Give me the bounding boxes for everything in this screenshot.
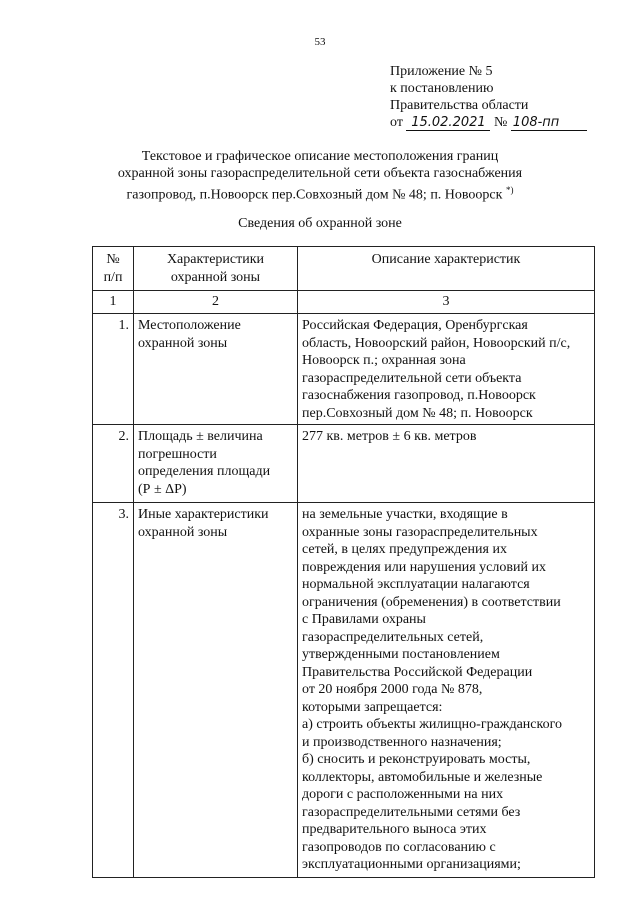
row-characteristic (134, 425, 298, 503)
appendix-line-3: Правительства области (390, 98, 529, 113)
description-line: газораспределительной сети объекта (302, 370, 522, 386)
description-line: коллекторы, автомобильные и железные (302, 769, 543, 785)
handwritten-number: 108-пп (511, 116, 587, 131)
header-characteristic-line-2: охранной зоны (170, 269, 261, 285)
description-line: от 20 ноября 2000 года № 878, (302, 682, 483, 697)
appendix-header (390, 63, 587, 131)
appendix-line-2: к постановлению (390, 81, 494, 96)
table-row (93, 314, 595, 425)
description-line: повреждения или нарушения условий их (302, 559, 546, 575)
index-cell: 2 (134, 291, 298, 314)
characteristic-line: Площадь ± величина (138, 429, 263, 444)
footnote-mark: *) (505, 185, 514, 195)
characteristic-line: Местоположение (138, 318, 241, 333)
characteristic-line: погрешности (138, 446, 217, 462)
header-characteristic (134, 247, 298, 291)
description-line: и производственного назначения; (302, 734, 502, 750)
header-number (93, 247, 134, 291)
title-line-3-text: газопровод, п.Новоорск пер.Совхозный дом № 48; п. Новоорск (126, 187, 503, 203)
table-body (93, 314, 595, 878)
row-number: 2. (93, 425, 134, 503)
section-subtitle: Сведения об охранной зоне (238, 216, 402, 231)
description-line: ограничения (обременения) в соответствии (302, 594, 561, 610)
header-number-line-2: п/п (103, 269, 123, 285)
header-number-line-1: № (106, 252, 120, 267)
characteristic-line: охранной зоны (138, 335, 228, 351)
title-line-1: Текстовое и графическое описание местоположения границ (141, 149, 499, 164)
row-description (298, 425, 595, 503)
characteristic-line: определения площади (138, 464, 271, 479)
description-line: а) строить объекты жилищно-гражданского (302, 717, 562, 732)
table-index-row (93, 291, 595, 314)
description-line: нормальной эксплуатации налагаются (302, 577, 530, 592)
description-line: 277 кв. метров ± 6 кв. метров (302, 429, 477, 444)
header-description: Описание характеристик (298, 247, 595, 291)
description-line: пер.Совхозный дом № 48; п. Новоорск (302, 405, 533, 421)
description-line: газопроводов по согласованию с (302, 839, 496, 855)
description-line: Новоорск п.; охранная зона (302, 353, 466, 368)
description-line: Правительства Российской Федерации (302, 664, 533, 680)
row-number: 1. (93, 314, 134, 425)
description-line: которыми запрещается: (302, 699, 443, 715)
description-line: газораспределительными сетями без (302, 804, 521, 820)
number-label: № (493, 115, 508, 130)
header-characteristic-line-1: Характеристики (166, 252, 265, 267)
row-description (298, 503, 595, 878)
table-row (93, 425, 595, 503)
description-line: с Правилами охраны (302, 612, 426, 627)
description-line: область, Новоорский район, Новоорский п/с, (302, 335, 571, 351)
handwritten-date: 15.02.2021 (406, 116, 490, 131)
table-row (93, 503, 595, 878)
title-line-2: охранной зоны газораспределительной сети объекта газоснабжения (117, 166, 523, 181)
row-characteristic (134, 314, 298, 425)
description-line: эксплуатационными организациями; (302, 857, 521, 872)
appendix-line-1: Приложение № 5 (390, 64, 493, 79)
description-line: Российская Федерация, Оренбургская (302, 318, 528, 333)
row-description (298, 314, 595, 425)
description-line: дороги с расположенными на них (302, 787, 504, 802)
description-line: на земельные участки, входящие в (302, 507, 508, 522)
page-number: 53 (314, 36, 326, 48)
description-line: охранные зоны газораспределительных (302, 524, 538, 540)
description-line: утвержденными постановлением (302, 647, 500, 662)
description-line: б) сносить и реконструировать мосты, (302, 752, 531, 767)
description-line: газоснабжения газопровод, п.Новоорск (302, 388, 536, 403)
description-line: предварительного выноса этих (302, 822, 487, 837)
description-line: газораспределительных сетей, (302, 629, 484, 645)
index-cell: 3 (298, 291, 595, 314)
row-characteristic (134, 503, 298, 878)
characteristic-line: (Р ± ΔР) (138, 481, 187, 497)
document-title (0, 148, 640, 204)
description-line: сетей, в целях предупреждения их (302, 542, 507, 557)
appendix-date-line (390, 114, 587, 131)
characteristic-line: охранной зоны (138, 524, 228, 540)
zone-info-table (92, 246, 595, 878)
ot-label: от (390, 115, 403, 130)
title-line-3 (0, 182, 640, 204)
characteristic-line: Иные характеристики (138, 507, 269, 522)
table-header-row (93, 247, 595, 291)
row-number: 3. (93, 503, 134, 878)
index-cell: 1 (93, 291, 134, 314)
